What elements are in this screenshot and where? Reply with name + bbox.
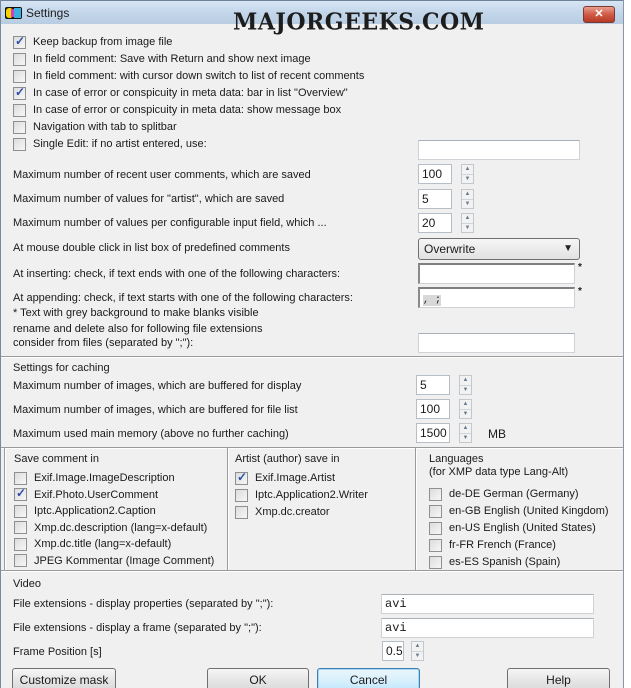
label-line: consider from files (separated by ";"): xyxy=(13,337,194,349)
frame-position-label xyxy=(13,643,102,661)
spin-up-icon[interactable]: ▲ xyxy=(460,376,471,386)
spin-down-icon[interactable]: ▼ xyxy=(464,176,471,182)
spinner-value[interactable]: 0.5 xyxy=(382,641,404,661)
checkbox-label: Iptc.Application2.Caption xyxy=(34,505,156,517)
recent-comments-spinner[interactable] xyxy=(418,164,474,184)
checkbox[interactable] xyxy=(13,36,26,49)
checkbox[interactable] xyxy=(14,472,27,485)
checkbox-tab-splitbar[interactable] xyxy=(13,118,177,136)
frame-position-spinner[interactable] xyxy=(382,641,424,661)
checkbox[interactable] xyxy=(13,138,26,151)
checkbox-item[interactable] xyxy=(429,553,560,571)
checkbox-item[interactable] xyxy=(14,552,214,570)
checkbox-label: es-ES Spanish (Spain) xyxy=(449,556,561,568)
spin-up-icon[interactable]: ▲ xyxy=(460,424,471,434)
checkbox[interactable] xyxy=(14,554,27,567)
display-frame-input[interactable]: avi xyxy=(381,618,594,638)
double-click-label xyxy=(13,239,290,257)
extensions-input[interactable] xyxy=(418,333,575,353)
display-frame-label xyxy=(13,619,262,637)
spin-up-icon[interactable]: ▲ xyxy=(412,642,423,652)
checkbox-label: de-DE German (Germany) xyxy=(449,488,579,500)
spin-down-icon[interactable]: ▼ xyxy=(464,225,471,231)
buffered-filelist-spinner[interactable] xyxy=(416,399,472,419)
cancel-button[interactable]: Cancel xyxy=(317,668,420,688)
single-edit-artist-input[interactable] xyxy=(418,140,580,160)
save-comment-title: Save comment in xyxy=(14,453,99,465)
spin-up-icon[interactable]: ▲ xyxy=(462,214,473,224)
spin-down-icon[interactable]: ▼ xyxy=(462,387,469,393)
row-label: File extensions - display a frame (separated by ";"): xyxy=(13,622,262,634)
checkbox-item[interactable] xyxy=(14,535,171,553)
title-bar[interactable] xyxy=(1,0,623,36)
checkbox[interactable] xyxy=(429,556,442,569)
artist-values-spinner[interactable] xyxy=(418,189,474,209)
checkbox[interactable] xyxy=(14,488,27,501)
checkbox-save-with-return[interactable] xyxy=(13,50,311,68)
checkbox-item[interactable] xyxy=(14,502,156,520)
languages-title xyxy=(429,453,568,479)
checkbox-label: Exif.Image.ImageDescription xyxy=(34,472,175,484)
footnote xyxy=(13,306,259,320)
checkbox-label: en-US English (United States) xyxy=(449,522,596,534)
row-label: Maximum number of images, which are buffered for display xyxy=(13,380,302,392)
spinner-value[interactable]: 100 xyxy=(418,164,452,184)
spin-down-icon[interactable]: ▼ xyxy=(462,435,469,441)
caching-section-title: Settings for caching xyxy=(13,362,110,374)
help-button[interactable]: Help xyxy=(507,668,610,688)
row-label: At inserting: check, if text ends with one of the following characters: xyxy=(13,268,341,280)
checkbox-item[interactable] xyxy=(429,519,596,537)
spin-up-icon[interactable]: ▲ xyxy=(462,190,473,200)
checkbox[interactable] xyxy=(235,489,248,502)
input-field-values-spinner[interactable] xyxy=(418,213,474,233)
checkbox-single-edit-artist[interactable] xyxy=(13,135,207,153)
extensions-label xyxy=(13,322,262,350)
row-label: Maximum number of values per configurable input field, which ... xyxy=(13,217,327,229)
customize-mask-button[interactable]: Customize mask xyxy=(12,668,116,688)
checkbox-label: JPEG Kommentar (Image Comment) xyxy=(34,554,215,567)
checkbox-label: In field comment: with cursor down switch to list of recent comments xyxy=(33,70,365,82)
checkbox-label: In case of error or conspicuity in meta data: show message box xyxy=(33,104,342,116)
checkbox-label: Xmp.dc.title (lang=x-default) xyxy=(34,538,172,550)
checkbox-label: Navigation with tab to splitbar xyxy=(33,121,177,133)
chevron-down-icon: ▼ xyxy=(563,243,573,254)
divider xyxy=(1,570,623,572)
checkbox[interactable] xyxy=(14,521,27,534)
asterisk-marker: * xyxy=(578,286,582,297)
row-label: At appending: check, if text starts with one of the following characters: xyxy=(13,292,353,304)
input-field-values-label xyxy=(13,214,327,232)
buffered-display-label xyxy=(13,377,301,395)
checkbox-item[interactable] xyxy=(429,485,579,503)
row-label: Maximum number of recent user comments, which are saved xyxy=(13,169,311,181)
checkbox-label: Single Edit: if no artist entered, use: xyxy=(33,138,207,150)
spin-up-icon[interactable]: ▲ xyxy=(460,400,471,410)
checkbox-label: en-GB English (United Kingdom) xyxy=(449,505,609,517)
watermark-logo: MAJORGEEKS.COM xyxy=(233,8,485,36)
checkbox-item[interactable] xyxy=(235,469,335,487)
divider xyxy=(1,447,623,449)
checkbox[interactable] xyxy=(14,538,27,551)
checkbox[interactable] xyxy=(13,53,26,66)
checkbox[interactable] xyxy=(13,70,26,83)
checkbox-label: In field comment: Save with Return and show next image xyxy=(33,53,311,65)
spin-down-icon[interactable]: ▼ xyxy=(464,201,471,207)
spinner-value[interactable]: 100 xyxy=(416,399,450,419)
row-label: Maximum used main memory (above no further caching) xyxy=(13,428,289,440)
video-section-title: Video xyxy=(13,578,41,590)
checkbox[interactable] xyxy=(429,488,442,501)
footnote-text: * Text with grey background to make blanks visible xyxy=(13,307,259,319)
divider xyxy=(4,448,6,570)
title-line: Languages xyxy=(429,453,484,465)
checkbox[interactable] xyxy=(429,505,442,518)
checkbox-item[interactable] xyxy=(14,486,158,504)
checkbox-item[interactable] xyxy=(235,503,330,521)
artist-values-label xyxy=(13,190,284,208)
close-icon: ✕ xyxy=(594,8,604,20)
checkbox-label: fr-FR French (France) xyxy=(449,539,556,551)
spin-up-icon[interactable]: ▲ xyxy=(462,165,473,175)
checkbox[interactable] xyxy=(13,104,26,117)
spinner-value[interactable]: 5 xyxy=(416,375,450,395)
checkbox-item[interactable] xyxy=(14,469,175,487)
artist-save-title: Artist (author) save in xyxy=(235,453,340,465)
row-label: At mouse double click in list box of predefined comments xyxy=(13,242,290,254)
checkbox-item[interactable] xyxy=(14,519,207,537)
checkbox[interactable] xyxy=(13,121,26,134)
checkbox-label: Iptc.Application2.Writer xyxy=(255,489,368,501)
checkbox-item[interactable] xyxy=(235,486,368,504)
checkbox-label: Keep backup from image file xyxy=(33,36,173,48)
app-icon xyxy=(5,7,22,19)
row-label: Maximum number of images, which are buffered for file list xyxy=(13,404,298,416)
spin-down-icon[interactable]: ▼ xyxy=(414,653,421,659)
checkbox-label: Xmp.dc.description (lang=x-default) xyxy=(34,521,208,534)
row-label: File extensions - display properties (separated by ";"): xyxy=(13,598,274,610)
divider xyxy=(415,448,417,570)
ok-button[interactable]: OK xyxy=(207,668,309,688)
display-properties-input[interactable]: avi xyxy=(381,594,594,614)
asterisk-marker: * xyxy=(578,262,582,273)
buffered-filelist-label xyxy=(13,401,298,419)
inserting-chars-input[interactable] xyxy=(418,263,575,284)
spinner-value[interactable]: 1500 xyxy=(416,423,450,443)
checkbox[interactable] xyxy=(235,472,248,485)
memory-unit: MB xyxy=(488,427,506,441)
checkbox-label: In case of error or conspicuity in meta data: bar in list "Overview" xyxy=(33,87,348,99)
checkbox[interactable] xyxy=(13,87,26,100)
title-line: (for XMP data type Lang-Alt) xyxy=(429,466,569,478)
appending-chars-input[interactable] xyxy=(418,287,575,308)
row-label: Frame Position [s] xyxy=(13,646,102,658)
main-memory-label xyxy=(13,425,289,443)
close-button[interactable] xyxy=(583,6,615,23)
spinner-value[interactable]: 5 xyxy=(418,189,452,209)
dropdown-selected: Overwrite xyxy=(424,242,476,256)
appending-label xyxy=(13,289,353,307)
checkbox-item[interactable] xyxy=(429,502,609,520)
divider xyxy=(1,356,623,358)
window-title: Settings xyxy=(26,6,70,20)
checkbox-cursor-down-switch[interactable] xyxy=(13,67,364,85)
checkbox-item[interactable] xyxy=(429,536,556,554)
display-properties-label xyxy=(13,595,273,613)
checkbox-keep-backup[interactable] xyxy=(13,33,172,51)
inserting-label xyxy=(13,265,340,283)
checkbox[interactable] xyxy=(14,505,27,518)
label-line: rename and delete also for following file extensions xyxy=(13,323,263,335)
double-click-dropdown[interactable] xyxy=(418,238,580,260)
spin-down-icon[interactable]: ▼ xyxy=(462,411,469,417)
main-memory-spinner[interactable] xyxy=(416,423,472,443)
checkbox[interactable] xyxy=(429,522,442,535)
checkbox-label: Exif.Photo.UserComment xyxy=(34,488,159,501)
row-label: Maximum number of values for "artist", which are saved xyxy=(13,193,285,205)
spinner-value[interactable]: 20 xyxy=(418,213,452,233)
checkbox-label: Exif.Image.Artist xyxy=(255,472,336,484)
checkbox-error-message-box[interactable] xyxy=(13,101,341,119)
checkbox[interactable] xyxy=(235,506,248,519)
divider xyxy=(227,448,229,570)
checkbox-label: Xmp.dc.creator xyxy=(255,506,330,518)
input-value: , ; xyxy=(423,295,442,306)
buffered-display-spinner[interactable] xyxy=(416,375,472,395)
checkbox[interactable] xyxy=(429,539,442,552)
recent-comments-label xyxy=(13,166,311,184)
checkbox-error-bar-overview[interactable] xyxy=(13,84,348,102)
